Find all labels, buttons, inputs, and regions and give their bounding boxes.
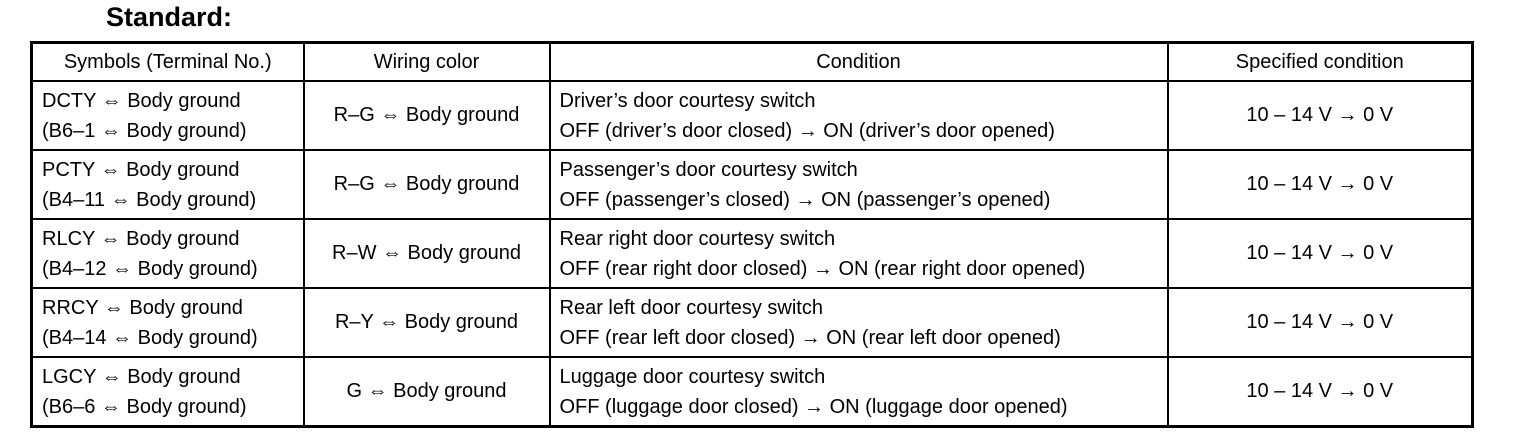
column-header-specified-condition: Specified condition [1168, 43, 1473, 82]
symbol-text: DCTY ⇔ Body ground [42, 89, 241, 112]
table-row [32, 288, 1473, 357]
condition-cell [550, 219, 1168, 288]
column-header-wiring-color: Wiring color [304, 43, 550, 82]
condition-detail: OFF (rear right door closed) → ON (rear right door opened) [559, 257, 1086, 280]
specified-condition-cell: 10 – 14 V → 0 V [1168, 150, 1473, 219]
table-row [32, 150, 1473, 219]
condition-cell [550, 288, 1168, 357]
condition-cell [550, 150, 1168, 219]
column-header-symbols: Symbols (Terminal No.) [32, 43, 304, 82]
table-row [32, 357, 1473, 427]
symbol-text: RRCY ⇔ Body ground [42, 296, 243, 319]
condition-detail: OFF (rear left door closed) → ON (rear left door opened) [559, 326, 1061, 349]
symbol-text: LGCY ⇔ Body ground [42, 365, 241, 388]
wiring-color-cell: R–G ⇔ Body ground [304, 150, 550, 219]
symbol-cell [32, 219, 304, 288]
symbol-text: PCTY ⇔ Body ground [42, 158, 240, 181]
condition-cell [550, 81, 1168, 150]
condition-title: Luggage door courtesy switch [559, 365, 826, 388]
wiring-color-cell: R–G ⇔ Body ground [304, 81, 550, 150]
condition-detail: OFF (passenger’s closed) → ON (passenger’s opened) [559, 188, 1051, 211]
symbol-cell [32, 150, 304, 219]
wiring-color-cell: R–Y ⇔ Body ground [304, 288, 550, 357]
table-header-row [32, 43, 1473, 82]
terminal-text: (B4–11 ⇔ Body ground) [42, 188, 257, 211]
table-row [32, 219, 1473, 288]
condition-cell [550, 357, 1168, 427]
condition-title: Rear right door courtesy switch [559, 227, 836, 250]
condition-detail: OFF (driver’s door closed) → ON (driver’s door opened) [559, 119, 1055, 142]
wiring-color-cell: G ⇔ Body ground [304, 357, 550, 427]
column-header-condition: Condition [550, 43, 1168, 82]
wiring-color-cell: R–W ⇔ Body ground [304, 219, 550, 288]
specified-condition-cell: 10 – 14 V → 0 V [1168, 288, 1473, 357]
symbol-cell [32, 81, 304, 150]
symbol-cell [32, 288, 304, 357]
condition-title: Passenger’s door courtesy switch [559, 158, 858, 181]
specified-condition-cell: 10 – 14 V → 0 V [1168, 81, 1473, 150]
terminal-text: (B6–6 ⇔ Body ground) [42, 395, 247, 418]
terminal-text: (B6–1 ⇔ Body ground) [42, 119, 247, 142]
page-title: Standard: [106, 2, 233, 32]
terminal-text: (B4–14 ⇔ Body ground) [42, 326, 258, 349]
condition-detail: OFF (luggage door closed) → ON (luggage door opened) [559, 395, 1068, 418]
specified-condition-cell: 10 – 14 V → 0 V [1168, 219, 1473, 288]
symbol-cell [32, 357, 304, 427]
spec-table [30, 41, 1474, 428]
table-row [32, 81, 1473, 150]
terminal-text: (B4–12 ⇔ Body ground) [42, 257, 258, 280]
condition-title: Rear left door courtesy switch [559, 296, 823, 319]
condition-title: Driver’s door courtesy switch [559, 89, 816, 112]
symbol-text: RLCY ⇔ Body ground [42, 227, 240, 250]
specified-condition-cell: 10 – 14 V → 0 V [1168, 357, 1473, 427]
